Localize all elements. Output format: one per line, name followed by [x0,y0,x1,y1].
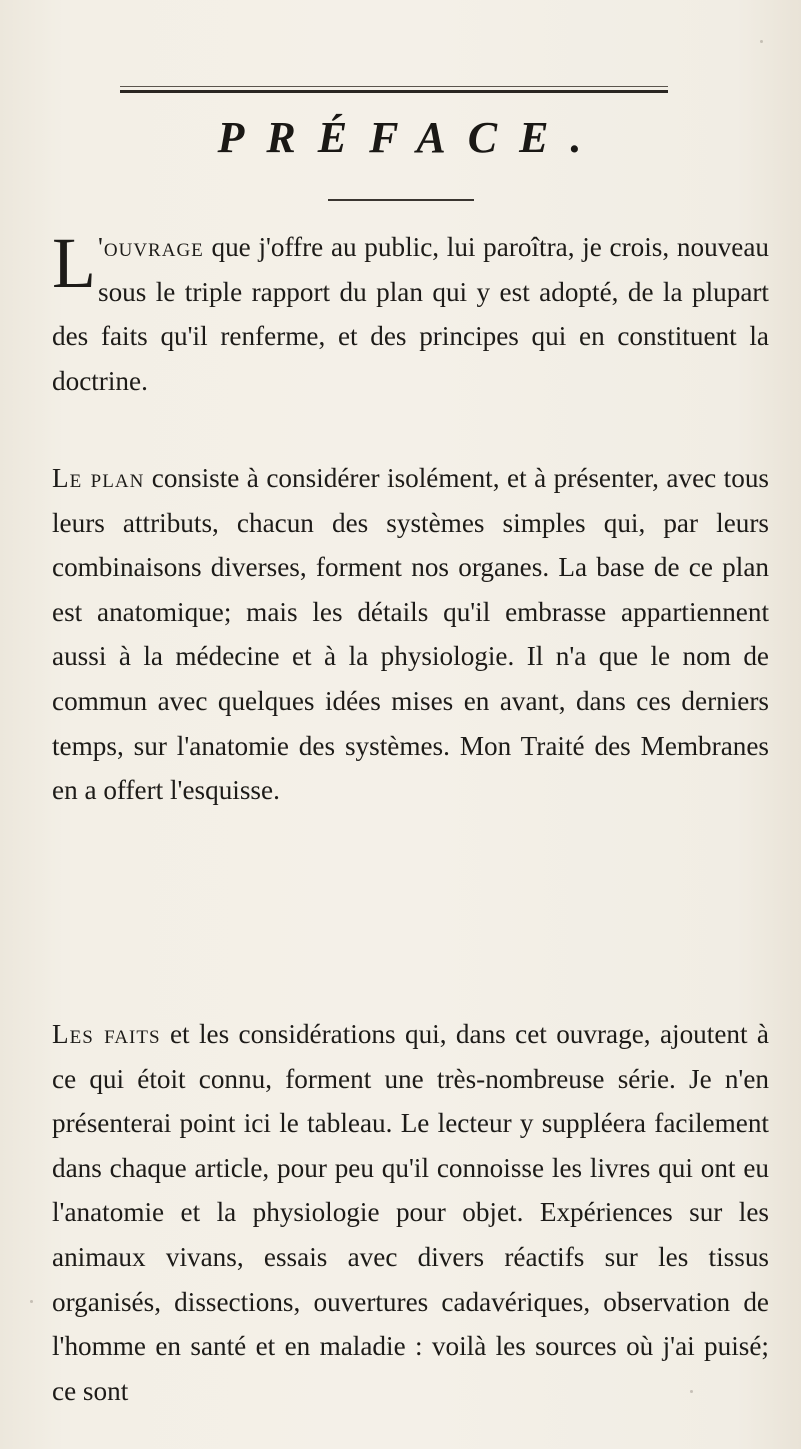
title-rule [328,199,474,201]
paper-speck [760,40,763,43]
paragraph-3-lead: Les faits [52,1019,161,1049]
paragraph-1 [52,225,769,403]
paragraph-3-text: et les considérations qui, dans cet ouvrage, ajoutent à ce qui étoit connu, forment une très-nombreuse série. Je n'en présenterai point ici le tableau. Le lecteur y suppléera facilement dans chaque article, pour peu qu'il connoisse les livres qui ont eu l'anatomie et la physiologie pour objet. Expériences sur les animaux vivans, essais avec divers réactifs sur les tissus organisés, dissections, ouvertures cadavériques, observation de l'homme en santé et en maladie : voilà les sources où j'ai puisé; ce sont [52,1019,769,1406]
paragraph-2 [52,456,769,813]
paragraph-1-lead: 'ouvrage [97,232,204,262]
paragraph-1-text: que j'offre au public, lui paroîtra, je crois, nouveau sous le triple rapport du plan qui y est adopté, de la plupart des faits qu'il renferme, et des principes qui en constituent la doctrine. [52,232,769,396]
drop-cap: L [52,223,96,303]
paragraph-3 [52,1012,769,1413]
paragraph-2-text: consiste à considérer isolément, et à présenter, avec tous leurs attributs, chacun des systèmes simples qui, par leurs combinaisons diverses, forment nos organes. La base de ce plan est anatomique; mais les détails qu'il embrasse appartiennent aussi à la médecine et à la physiologie. Il n'a que le nom de commun avec quelques idées mises en avant, dans ces derniers temps, sur l'anatomie des systèmes. Mon Traité des Membranes en a offert l'esquisse. [52,463,769,806]
paper-speck [30,1300,33,1303]
top-rule-thin [120,86,668,87]
page-title: PRÉFACE. [217,113,604,162]
paper-speck [690,1390,693,1393]
paragraph-2-lead: Le plan [52,463,145,493]
top-rule [120,90,668,93]
